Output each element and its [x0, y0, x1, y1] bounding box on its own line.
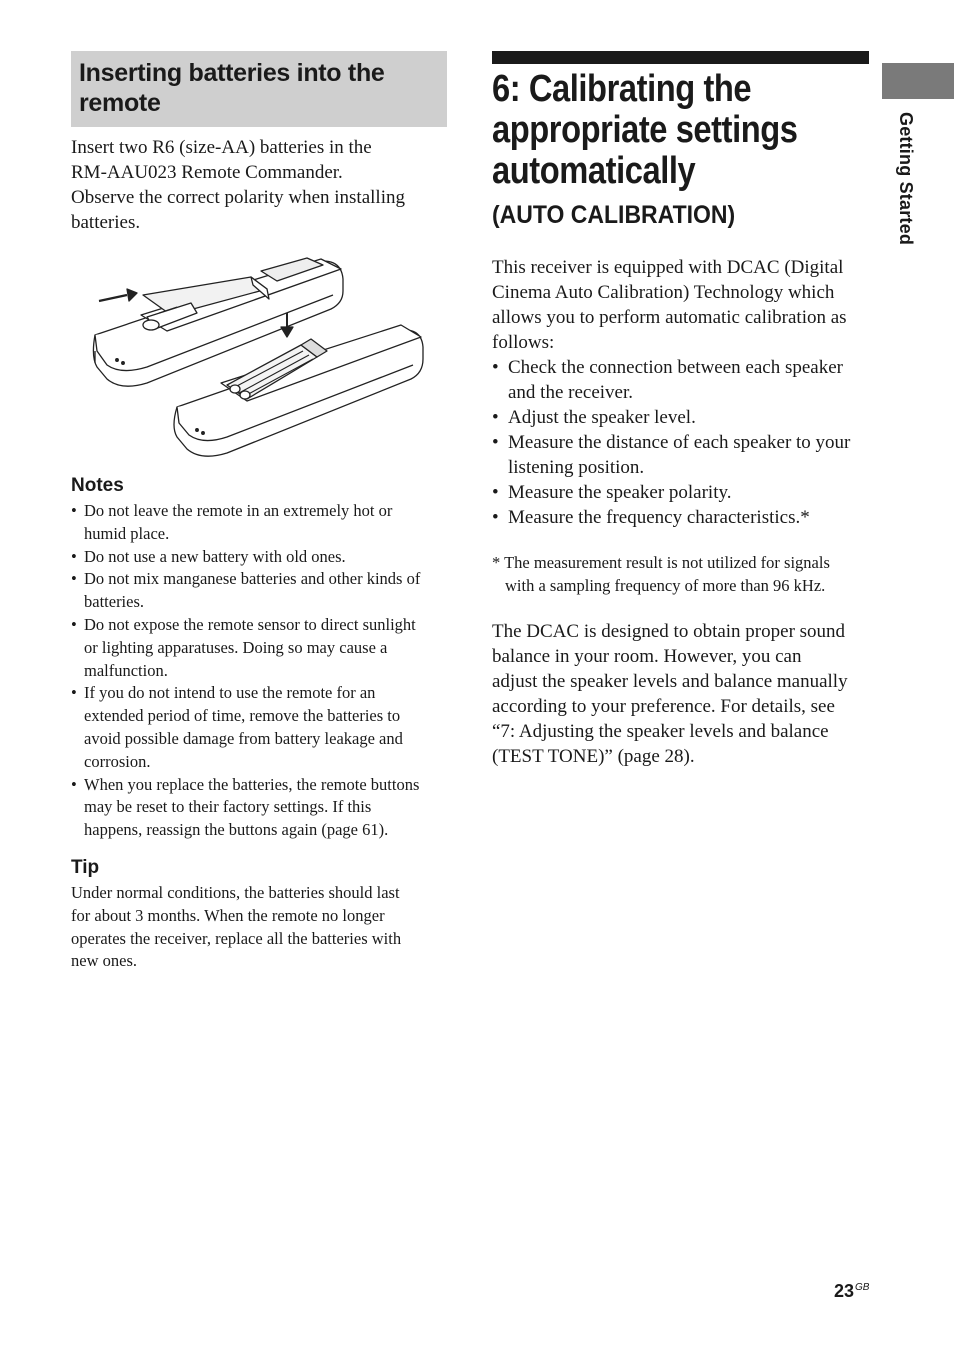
dcac-intro: This receiver is equipped with DCAC (Digital Cinema Auto Calibration) Technology which allows you to perform automatic calibration as follows:: [492, 257, 847, 353]
note-item: • If you do not intend to use the remote for an extended period of time, remove the batteries to avoid possible damage from battery leakage and corrosion.: [71, 682, 447, 773]
chapter-title-line: automatically: [492, 150, 696, 192]
calibration-step: • Measure the distance of each speaker to your listening position.: [492, 430, 869, 480]
page-suffix: GB: [855, 1282, 870, 1293]
section-heading-batteries: [71, 51, 447, 127]
notes-heading: Notes: [71, 475, 124, 496]
intro-line: RM-AAU023 Remote Commander.: [71, 162, 343, 183]
notes-list: [71, 500, 447, 842]
note-item: • Do not use a new battery with old ones.: [71, 546, 447, 569]
chapter-title-line: appropriate settings: [492, 109, 798, 151]
page-number: $23^{GB}$: [834, 1281, 870, 1301]
battery-intro: [71, 135, 447, 235]
intro-line: batteries.: [71, 212, 141, 233]
dcac-closing: The DCAC is designed to obtain proper sound balance in your room. However, you can adjust the speaker levels and balance manually according to your preference. For details, see “7: Adjusting the speaker levels and balance (TEST TONE)” (page 28).: [492, 621, 848, 767]
tip-text: Under normal conditions, the batteries should last for about 3 months. When the remote no longer operates the receiver, replace all the batteries with new ones.: [71, 882, 402, 971]
chapter-subtitle: (AUTO CALIBRATION): [492, 201, 736, 229]
calibration-step: • Measure the speaker polarity.: [492, 480, 869, 505]
chapter-title: [492, 69, 870, 192]
note-item: • Do not mix manganese batteries and other kinds of batteries.: [71, 568, 447, 614]
section-heading-line: Inserting batteries into the: [79, 59, 385, 87]
calibration-steps: [492, 355, 869, 530]
section-tab-marker: [882, 63, 954, 99]
calibration-step: • Check the connection between each speaker and the receiver.: [492, 355, 869, 405]
note-item: • Do not leave the remote in an extremely hot or humid place.: [71, 500, 447, 546]
chapter-title-line: 6: Calibrating the: [492, 68, 752, 110]
intro-line: Observe the correct polarity when installing: [71, 187, 405, 208]
note-item: • Do not expose the remote sensor to direct sunlight or lighting apparatuses. Doing so may cause a malfunction.: [71, 614, 447, 682]
intro-line: Insert two R6 (size-AA) batteries in the: [71, 137, 372, 158]
remote-battery-illustration: [71, 255, 447, 460]
measurement-footnote: * The measurement result is not utilized for signals with a sampling frequency of more than 96 kHz.: [492, 553, 830, 595]
left-column: [71, 51, 447, 973]
note-item: • When you replace the batteries, the remote buttons may be reset to their factory settings. If this happens, reassign the buttons again (page 61).: [71, 774, 447, 842]
side-section-label: Getting Started: [896, 112, 916, 246]
tip-heading: Tip: [71, 856, 100, 878]
title-rule: [492, 51, 869, 64]
section-heading-line: remote: [79, 89, 161, 117]
calibration-step: • Measure the frequency characteristics.*: [492, 505, 869, 530]
calibration-step: • Adjust the speaker level.: [492, 405, 869, 430]
right-column: [492, 51, 869, 769]
